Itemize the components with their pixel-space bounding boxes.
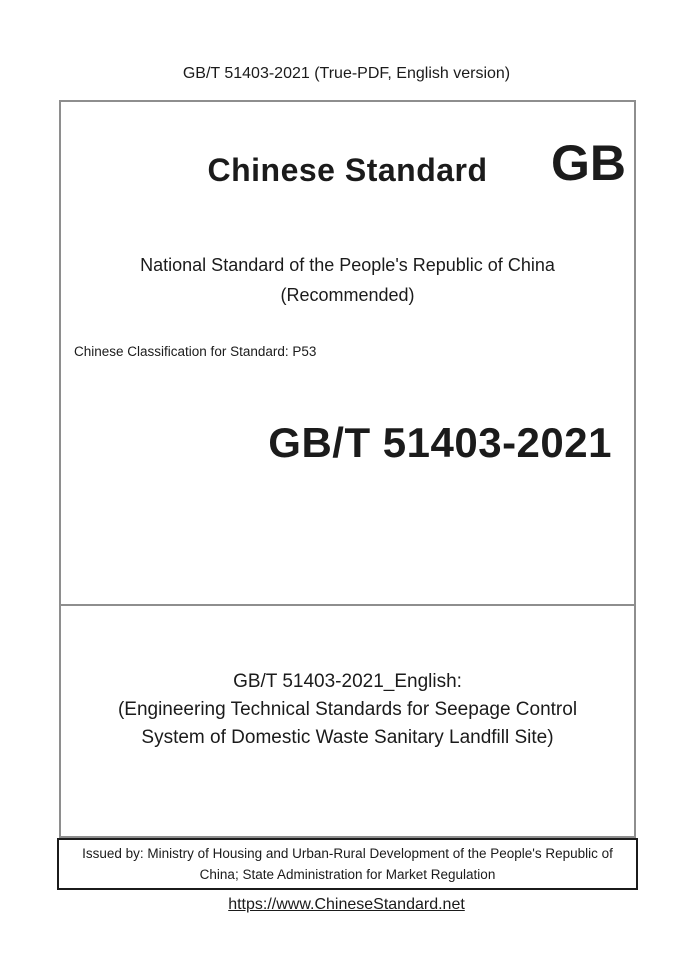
brand-row [61,135,634,202]
subtitle-block [61,250,634,310]
standard-number: GB/T 51403-2021 [268,419,612,466]
english-title-line-1: GB/T 51403-2021_English: [233,671,462,692]
cover-lower-section [61,606,634,752]
issued-by-line-2: China; State Administration for Market Regulation [199,866,496,882]
website-link[interactable]: https://www.ChineseStandard.net [228,896,465,913]
classification-line: Chinese Classification for Standard: P53 [74,344,317,359]
gb-logo: GB [551,135,626,191]
subtitle-line-1: National Standard of the People's Republic of China [140,255,555,275]
footer-link-row [0,894,693,916]
brand-title: Chinese Standard [207,152,488,188]
subtitle-line-2: (Recommended) [280,285,415,305]
english-title-line-3: System of Domestic Waste Sanitary Landfill Site) [141,727,554,748]
cover-box [59,100,636,838]
document-header-label: GB/T 51403-2021 (True-PDF, English version) [182,65,511,82]
english-title-line-2: (Engineering Technical Standards for Seepage Control [117,699,578,720]
cover-upper-section [61,135,634,606]
issued-by-line-1: Issued by: Ministry of Housing and Urban-Rural Development of the People's Republic of [82,846,613,861]
issued-by-box [57,838,638,890]
